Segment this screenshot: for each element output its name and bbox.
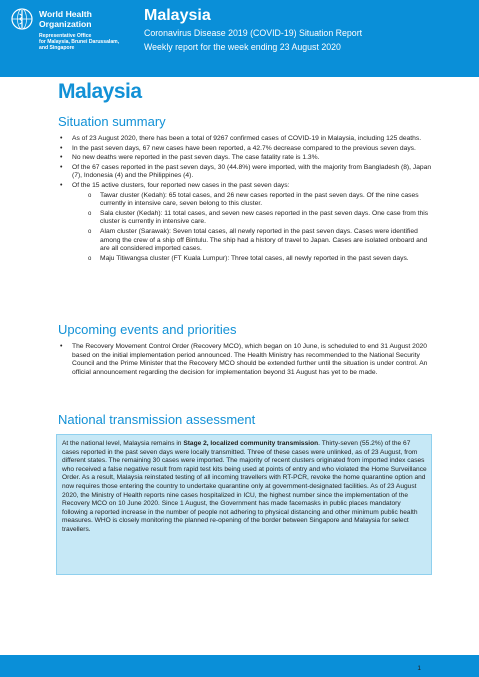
summary-bullet: • As of 23 August 2020, there has been a total of 9267 confirmed cases of COVID-19 in Malaysia, including 125 deaths. [58, 135, 434, 144]
report-header [0, 0, 479, 77]
summary-bullet-clusters [58, 182, 434, 263]
cluster-item: o Alam cluster (Sarawak): Seven total cases, all newly reported in the past seven days. Cases were identified among the crew of a ship off Bintulu. The ship had a history of travel to Japan. Cases are isolated onboard and are all considered imported cases. [72, 228, 434, 254]
summary-bullet: • In the past seven days, 67 new cases have been reported, a 42.7% decrease compared to the previous seven days. [58, 145, 434, 154]
upcoming-heading: Upcoming events and priorities [58, 322, 237, 337]
cluster-list [72, 192, 434, 264]
office-line1: Representative Office [39, 33, 92, 39]
who-name-line1: World Health [39, 9, 92, 19]
office-name [39, 33, 143, 52]
transmission-assessment-box [56, 434, 432, 575]
transmission-stage: Stage 2, localized community transmission [183, 440, 319, 447]
office-line2: for Malaysia, Brunei Darussalam, [39, 39, 120, 46]
footer-band [0, 655, 479, 677]
cluster-item: o Sala cluster (Kedah): 11 total cases, and seven new cases reported in the past seven days. One case from this cluster is currently in intensive care. [72, 210, 434, 227]
situation-summary-list [58, 135, 434, 264]
transmission-intro: At the national level, Malaysia remains in [62, 440, 184, 447]
who-name [39, 10, 139, 29]
upcoming-bullet: • The Recovery Movement Control Order (Recovery MCO), which began on 10 June, is scheduled to end 31 August 2020 based on the initial implementation period announced. The Health Ministry has recommended to the National Security Council and the Prime Minister that the Recovery MCO should be extended further until the situation is under control. An official announcement regarding the decision for implementation beyond 31 August has yet to be made. [58, 343, 434, 377]
transmission-body: . Thirty-seven (55.2%) of the 67 cases reported in the past seven days were locally transmitted. Three of these cases were unlinked, as of 23 August, from different states. The remaining 30 cases were imported. The majority of recent clusters originated from imported index cases who received a false negative result from rapid test kits being used at points of entry and who violated the Home Surveillance Order. As a result, Malaysia reinstated testing of all incoming travellers with RT-PCR, revoke the home quarantine option and now requires those entering the country to undertake quarantine only at government-designated facilities. As of 23 August 2020, the Ministry of Health reports nine cases hospitalized in ICU, the highest number since the implementation of the Recovery MCO on 10 June 2020. Since 1 August, the Government has made facemasks in public places mandatory following a reported increase in the number of people not adhering to physical distancing and other minimum public health measures. WHO is closely monitoring the planned re-opening of the border between Singapore and Malaysia for select travellers. [62, 440, 427, 533]
who-emblem-icon [11, 8, 33, 30]
clusters-intro: Of the 15 active clusters, four reported new cases in the past seven days: [72, 181, 290, 189]
upcoming-list [58, 343, 434, 378]
transmission-heading: National transmission assessment [58, 412, 256, 427]
summary-bullet: • No new deaths were reported in the past seven days. The case fatality rate is 1.3%. [58, 154, 434, 163]
office-line3: and Singapore [39, 45, 75, 52]
who-name-line2: Organization [39, 18, 92, 29]
situation-summary-heading: Situation summary [58, 114, 166, 129]
header-title: Malaysia [144, 7, 211, 24]
header-week: Weekly report for the week ending 23 August 2020 [144, 42, 341, 52]
header-subtitle: Coronavirus Disease 2019 (COVID-19) Situation Report [144, 28, 363, 38]
page-title: Malaysia [58, 80, 142, 103]
who-logo [11, 8, 141, 70]
cluster-item: o Maju Titiwangsa cluster (FT Kuala Lumpur): Three total cases, all newly reported in the past seven days. [72, 255, 434, 264]
page-number: 1 [417, 665, 421, 672]
summary-bullet: • Of the 67 cases reported in the past seven days, 30 (44.8%) were imported, with the majority from Bangladesh (8), Japan (7), Indonesia (4) and the Philippines (4). [58, 164, 434, 181]
cluster-item: o Tawar cluster (Kedah): 65 total cases, and 26 new cases reported in the past seven days. Of the nine cases currently in intensive care, seven belong to this cluster. [72, 192, 434, 209]
